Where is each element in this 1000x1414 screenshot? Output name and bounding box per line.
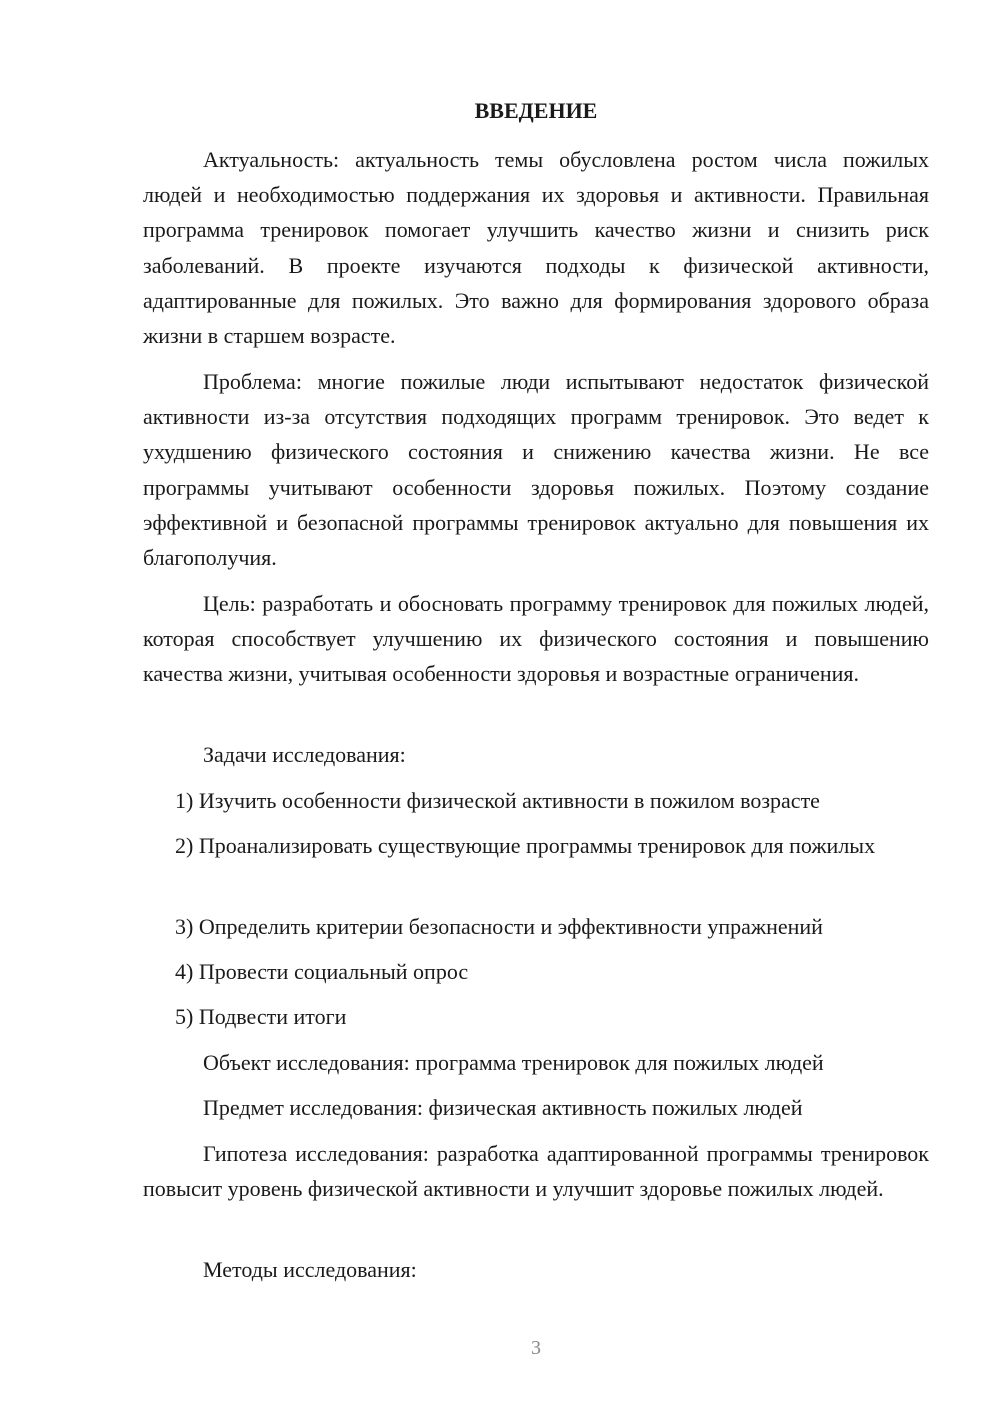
page-title: ВВЕДЕНИЕ [474,98,598,123]
paragraph-problem: Проблема: многие пожилые люди испытывают недостаток физической активности из-за отсутствия подходящих программ тренировок. Это ведет к ухудшению физического состояния и снижению качества жизни. Не все программы учитывают особенности здоровья пожилых. Поэтому создание эффективной и безопасной программы тренировок актуально для повышения их благополучия. [143,369,929,571]
task-item: 4) Провести социальный опрос [175,959,469,984]
paragraph-object: Объект исследования: программа тренировок для пожилых людей [203,1050,824,1075]
paragraph-subject: Предмет исследования: физическая активность пожилых людей [203,1095,803,1120]
methods-heading: Методы исследования: [203,1257,417,1282]
paragraph-hypothesis: Гипотеза исследования: разработка адаптированной программы тренировок повысит уровень физической активности и улучшит здоровье пожилых людей. [143,1141,929,1202]
page-number: 3 [531,1337,541,1359]
task-item: 5) Подвести итоги [175,1004,347,1029]
task-item: 1) Изучить особенности физической активности в пожилом возрасте [175,788,820,813]
document-page [143,0,929,1414]
task-item: 2) Проанализировать существующие программы тренировок для пожилых [175,833,876,858]
tasks-heading: Задачи исследования: [203,742,406,767]
task-item: 3) Определить критерии безопасности и эффективности упражнений [175,914,823,939]
paragraph-relevance: Актуальность: актуальность темы обусловлена ростом числа пожилых людей и необходимостью поддержания их здоровья и активности. Правильная программа тренировок помогает улучшить качество жизни и снизить риск заболеваний. В проекте изучаются подходы к физической активности, адаптированные для пожилых. Это важно для формирования здорового образа жизни в старшем возрасте. [143,147,929,349]
paragraph-goal: Цель: разработать и обосновать программу тренировок для пожилых людей, которая способствует улучшению их физического состояния и повышению качества жизни, учитывая особенности здоровья и возрастные ограничения. [143,591,929,687]
